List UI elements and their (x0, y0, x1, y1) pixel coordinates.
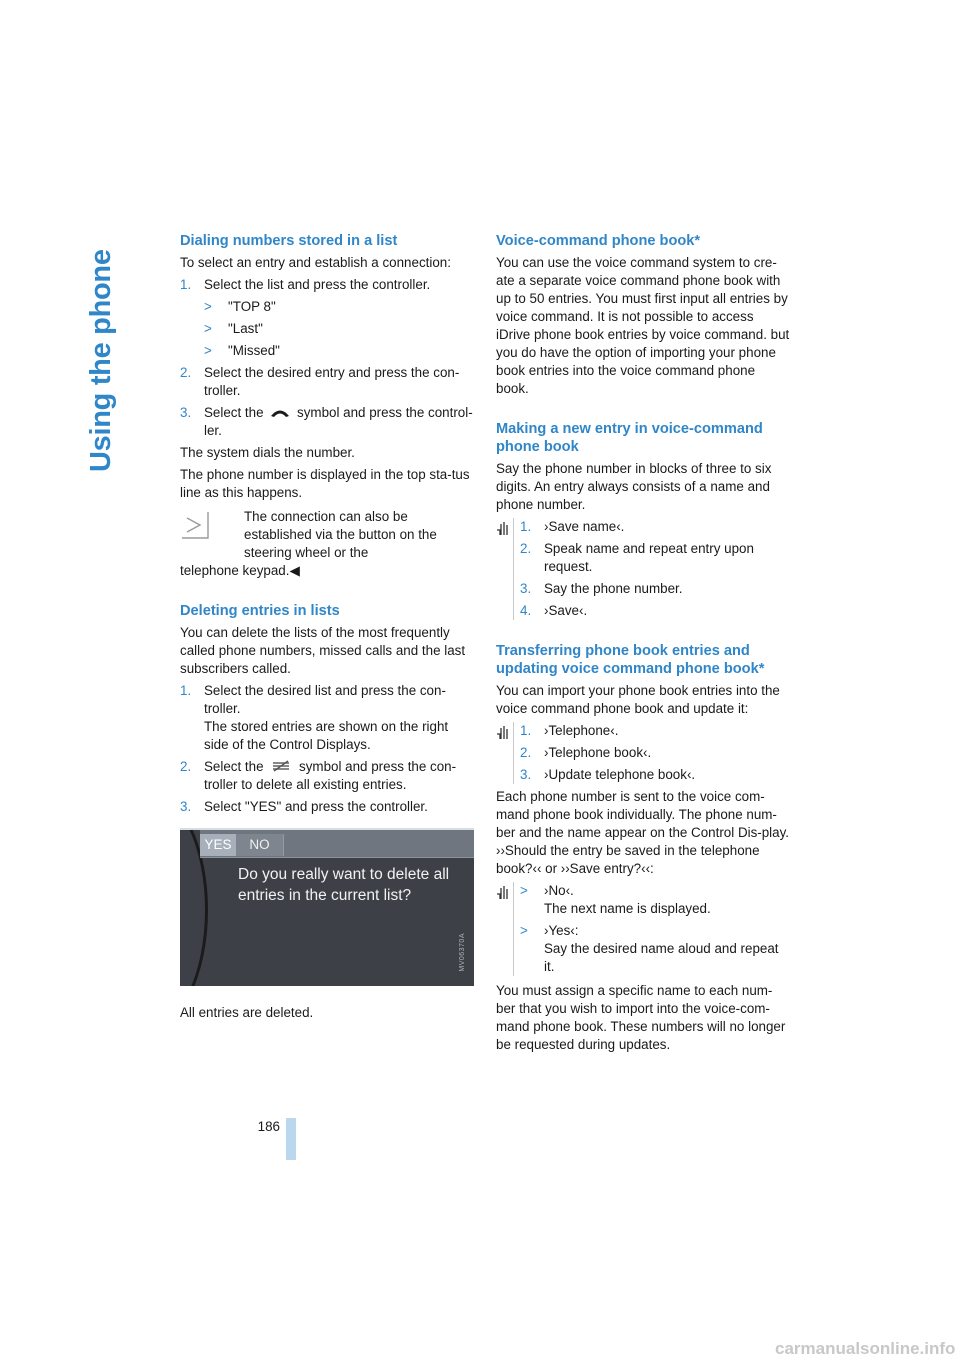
delete-step-1: 1. Select the desired list and press the con-troller. The stored entries are shown on the right side of the Control Displays. (180, 683, 449, 752)
image-code: MV06370A (459, 933, 466, 972)
delete-step-2: 2. Select the symbol and press the con-troller to delete all existing entries. (180, 759, 457, 792)
microphone-icon (496, 886, 508, 900)
transfer-step-3: 3. ›Update telephone book‹. (520, 767, 696, 782)
select-intro: To select an entry and establish a connection: (180, 255, 451, 270)
chapter-title-text: Using the phone (85, 249, 117, 472)
heading-transfer: Transferring phone book entries and updating voice command phone book* (496, 643, 765, 677)
voice-step-4: 4. ›Save‹. (520, 603, 588, 618)
heading-dialing: Dialing numbers stored in a list (180, 233, 398, 249)
yes-button[interactable]: YES (200, 834, 236, 856)
delete-list-icon (268, 760, 294, 772)
no-button[interactable]: NO (236, 834, 284, 856)
voice-step-2: 2. Speak name and repeat entry upon request. (520, 541, 754, 574)
heading-new-entry: Making a new entry in voice-command phone book (496, 421, 763, 455)
choice-yes: > ›Yes‹: Say the desired name aloud and repeat it. (520, 923, 779, 974)
page-number-bar (286, 1118, 296, 1160)
yes-no-voice-choices (496, 882, 790, 976)
right-column (496, 232, 790, 1058)
chapter-side-title (86, 232, 156, 472)
microphone-icon (496, 522, 508, 536)
delete-intro: You can delete the lists of the most frequently called phone numbers, missed calls and the last subscribers called. (180, 625, 466, 676)
delete-step-3: 3. Select "YES" and press the controller. (180, 799, 428, 814)
deleted-text: All entries are deleted. (180, 1005, 314, 1020)
voice-step-3: 3. Say the phone number. (520, 581, 683, 596)
step-2: 2. Select the desired entry and press the con-troller. (180, 365, 460, 398)
voice-step-1: 1. ›Save name‹. (520, 519, 625, 534)
delete-confirm-message: Do you really want to delete all entries in the current list? (238, 866, 450, 904)
control-display-screenshot (180, 828, 474, 986)
step-1: 1. Select the list and press the controller. (180, 277, 431, 292)
option-last: > "Last" (204, 321, 263, 336)
assign-name-text: You must assign a specific name to each num-ber that you wish to import into the voice-com-mand phone book. These numbers will no longer be requested during updates. (496, 983, 786, 1052)
page-number: 186 (257, 1119, 280, 1134)
left-column (180, 232, 474, 1026)
voice-book-text: You can use the voice command system to cre-ate a separate voice command phone book with up to 50 entries. You must first input all entries by voice command. It is not possible to access iDrive phone book entries by voice command. but you do have the option of importing your phone book entries into the voice command phone book. (496, 255, 790, 396)
step-3: 3. Select the symbol and press the control-ler. (180, 405, 473, 438)
transfer-step-1: 1. ›Telephone‹. (520, 723, 619, 738)
dials-text: The system dials the number. (180, 445, 355, 460)
watermark: carmanualsonline.info (775, 1339, 956, 1358)
phone-handset-icon (268, 406, 292, 418)
heading-deleting: Deleting entries in lists (180, 603, 340, 619)
microphone-icon (496, 726, 508, 740)
displayed-text: The phone number is displayed in the top sta-tus line as this happens. (180, 467, 470, 500)
each-number-text: Each phone number is sent to the voice com-mand phone book individually. The phone num-ber and the name appear on the Control Dis-play. ››Should the entry be saved in the telephone book?‹‹ or ››Save entry?‹‹: (496, 789, 790, 876)
note-steering-wheel: The connection can also be established via the button on the steering wheel or the telephone keypad.◀ (180, 509, 437, 578)
heading-voice-book: Voice-command phone book* (496, 233, 701, 249)
choice-no: > ›No‹. The next name is displayed. (520, 883, 711, 916)
option-top8: > "TOP 8" (204, 299, 276, 314)
transfer-voice-steps (496, 722, 790, 784)
option-missed: > "Missed" (204, 343, 280, 358)
transfer-step-2: 2. ›Telephone book‹. (520, 745, 652, 760)
new-entry-voice-steps (496, 518, 790, 620)
transfer-text: You can import your phone book entries into the voice command phone book and update it: (496, 683, 780, 716)
note-arrow-icon (180, 510, 210, 540)
new-entry-text: Say the phone number in blocks of three to six digits. An entry always consists of a name and phone number. (496, 461, 772, 512)
